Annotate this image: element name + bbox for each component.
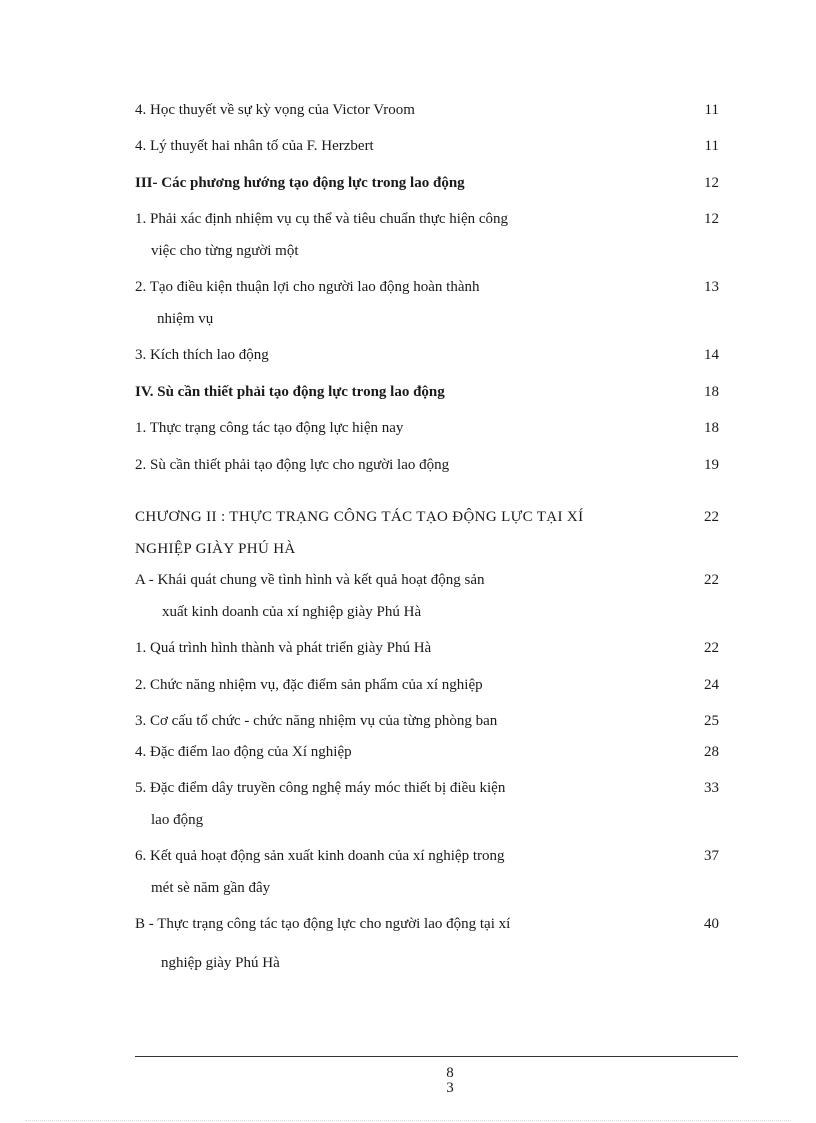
toc-entry-page: 11 [704,138,719,154]
toc-entry-continuation: mét sè năm gần đây [151,880,271,896]
toc-entry-page: 12 [704,175,719,191]
toc-entry-page: 12 [704,211,719,227]
toc-entry-page: 18 [704,384,719,400]
toc-entry-page: 22 [704,640,719,656]
toc-entry-title: IV. Sù cần thiết phải tạo động lực trong lao động [135,384,445,400]
toc-entry-page: 24 [704,677,719,693]
toc-entry-page: 37 [704,848,719,864]
toc-entry-title: 2. Chức năng nhiệm vụ, đặc điểm sản phẩm của xí nghiệp [135,677,483,693]
toc-entry-title: 4. Đặc điểm lao động của Xí nghiệp [135,744,352,760]
toc-entry-title: 4. Lý thuyết hai nhân tố của F. Herzbert [135,138,374,154]
toc-entry-title: 2. Sù cần thiết phải tạo động lực cho người lao động [135,457,450,473]
footer-page-number: 8 [446,1065,454,1081]
toc-entry-title: 2. Tạo điều kiện thuận lợi cho người lao động hoàn thành [135,279,480,295]
toc-entry-page: 33 [704,780,719,796]
toc-entry-title: 6. Kết quả hoạt động sản xuất kinh doanh của xí nghiệp trong [135,848,505,864]
toc-entry-title: A - Khái quát chung về tình hình và kết quả hoạt động sản [135,572,485,588]
page-edge-divider [25,1120,791,1121]
toc-entry-continuation: lao động [151,812,204,828]
toc-entry-page: 18 [704,420,719,436]
toc-entry-title: 5. Đặc điểm dây truyền công nghệ máy móc thiết bị điều kiện [135,780,506,796]
toc-entry-title: III- Các phương hướng tạo động lực trong lao động [135,175,465,191]
toc-entry-page: 13 [704,279,719,295]
toc-entry-title: 1. Phải xác định nhiệm vụ cụ thể và tiêu chuẩn thực hiện công [135,211,509,227]
toc-entry-page: 11 [704,102,719,118]
footer-divider [135,1056,738,1057]
toc-entry-continuation: nghiệp giày Phú Hà [161,955,280,971]
toc-entry-page: 14 [704,347,719,363]
toc-entry-page: 22 [704,572,719,588]
toc-entry-continuation: việc cho từng người một [151,243,299,259]
toc-entry-title: 3. Cơ cấu tổ chức - chức năng nhiệm vụ của từng phòng ban [135,713,498,729]
toc-entry-continuation: NGHIỆP GIÀY PHÚ HÀ [135,541,296,557]
toc-entry-page: 25 [704,713,719,729]
toc-entry-title: 1. Quá trình hình thành và phát triển giày Phú Hà [135,640,432,656]
toc-entry-continuation: nhiệm vụ [157,311,214,327]
toc-entry-page: 22 [704,509,719,525]
toc-entry-page: 40 [704,916,719,932]
toc-entry-title: CHƯƠNG II : THỰC TRẠNG CÔNG TÁC TẠO ĐỘNG LỰC TẠI XÍ [135,509,584,525]
toc-entry-page: 28 [704,744,719,760]
toc-entry-title: 4. Học thuyết về sự kỳ vọng của Victor Vroom [135,102,415,118]
toc-entry-title: 1. Thực trạng công tác tạo động lực hiện nay [135,420,404,436]
footer-page-number-sub: 3 [446,1080,454,1096]
toc-entry-title: 3. Kích thích lao động [135,347,269,363]
toc-entry-page: 19 [704,457,719,473]
toc-entry-title: B - Thực trạng công tác tạo động lực cho người lao động tại xí [135,916,511,932]
toc-entry-continuation: xuất kinh doanh của xí nghiệp giày Phú Hà [162,604,422,620]
